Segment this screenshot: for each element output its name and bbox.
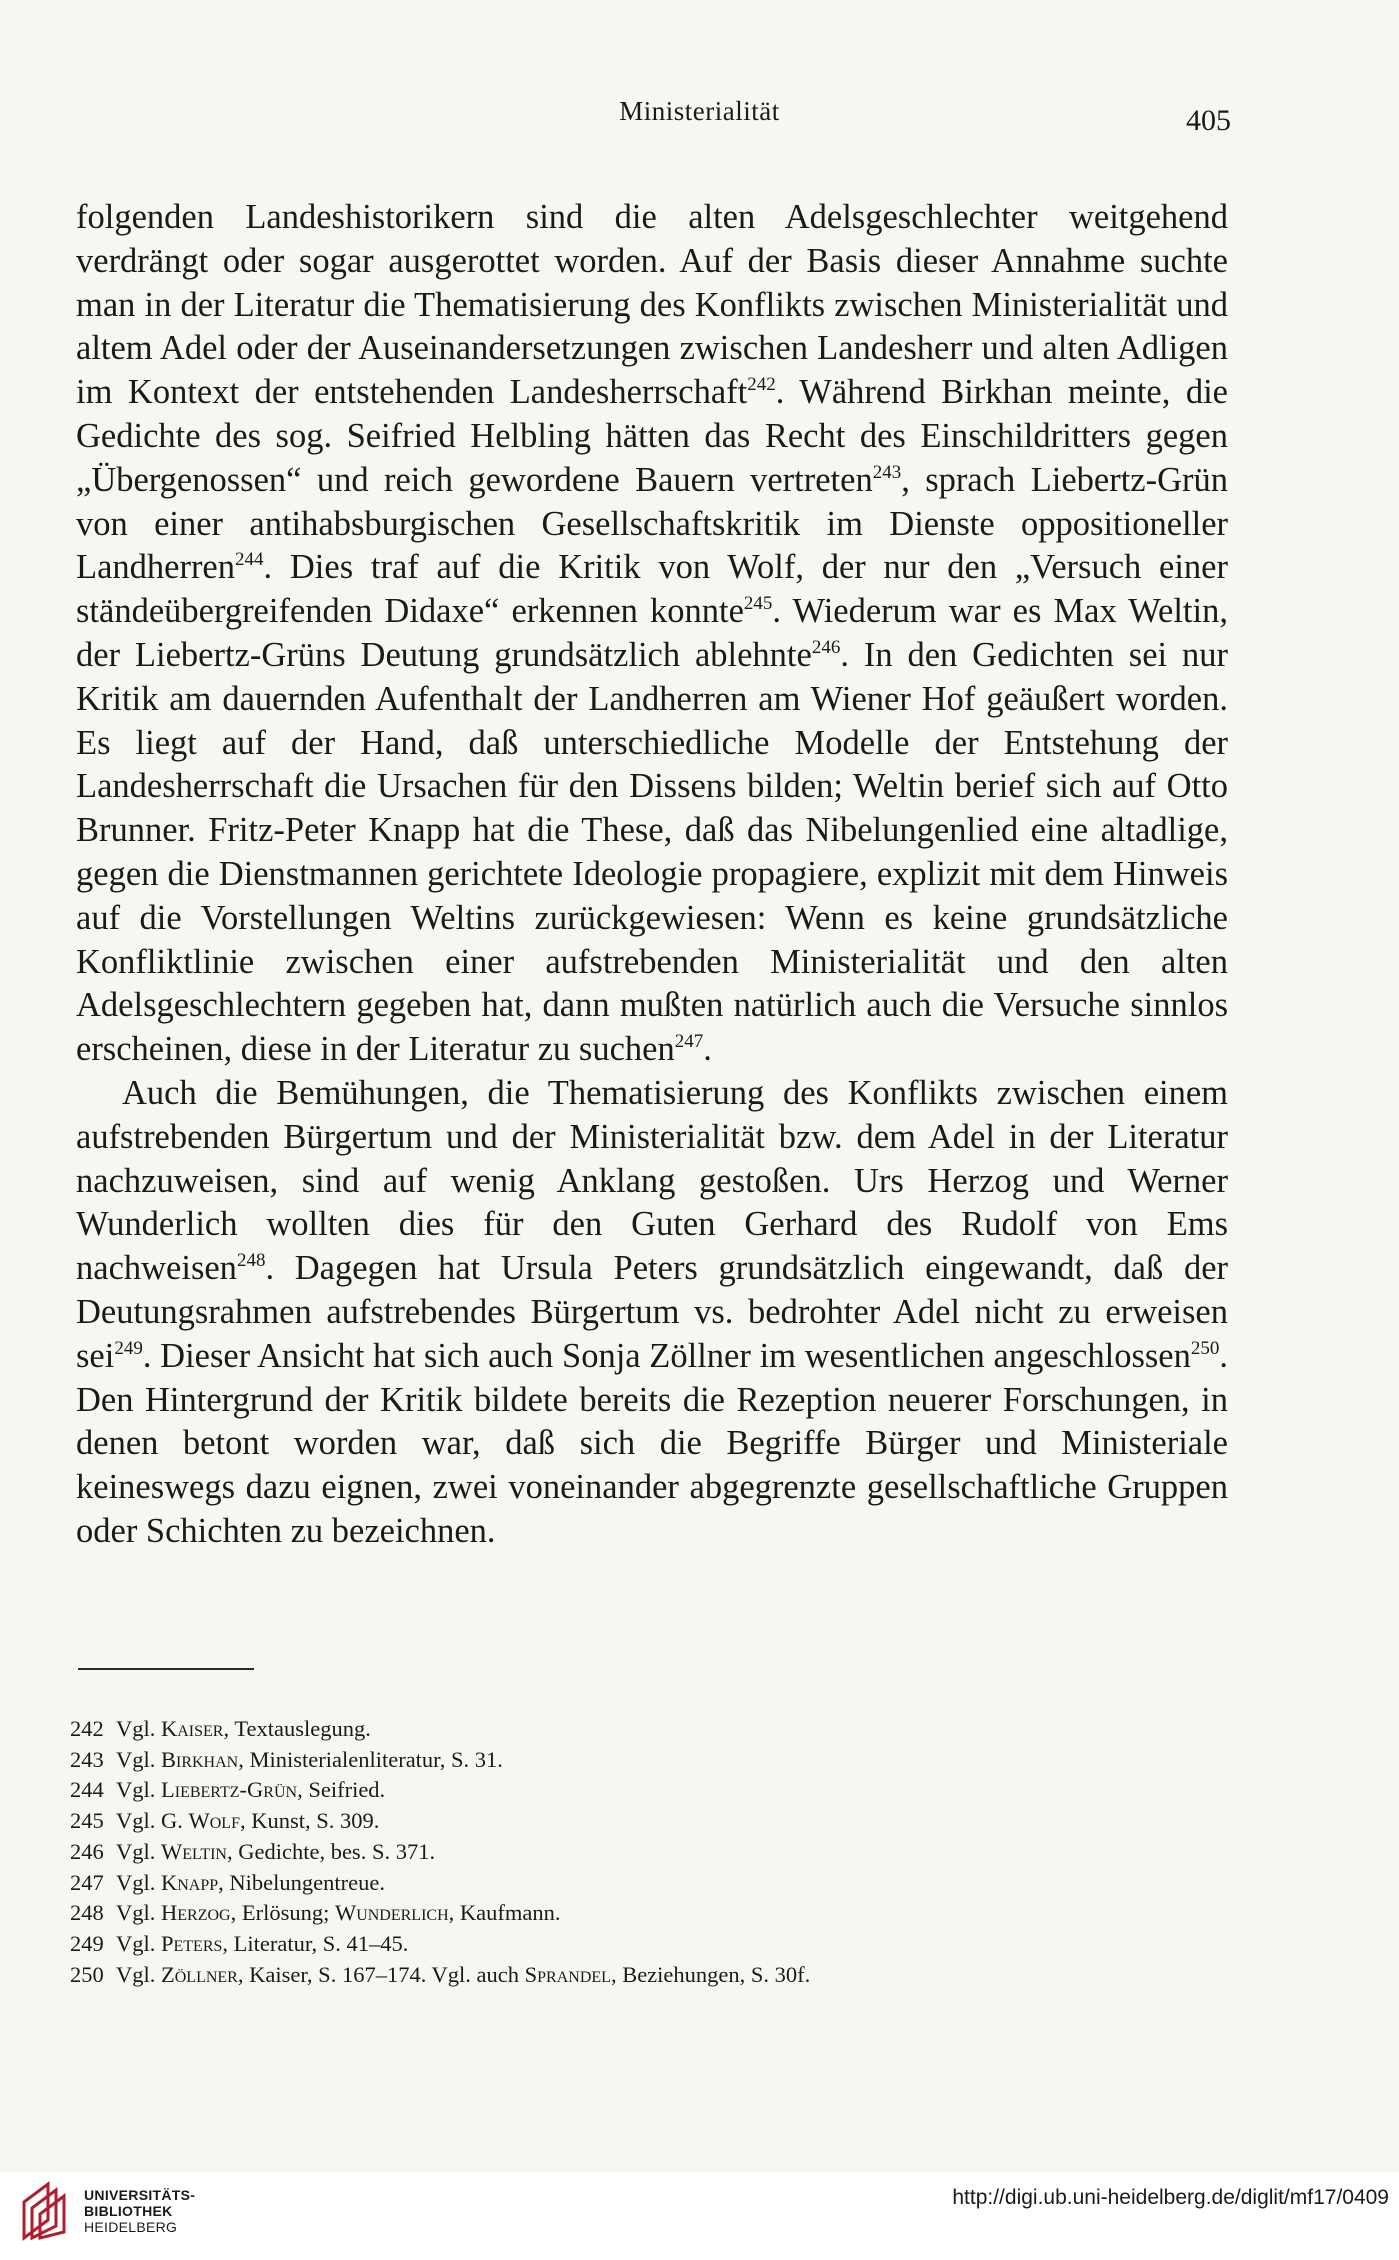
footnote	[70, 1837, 1170, 1868]
footnote-number: 246	[70, 1838, 104, 1864]
footnote-number: 248	[70, 1900, 104, 1926]
author-name: Birkhan	[161, 1746, 239, 1772]
footnote	[70, 1745, 1170, 1776]
footnote	[70, 1929, 1170, 1960]
author-name: Zöllner	[161, 1961, 238, 1987]
footnote	[70, 1868, 1170, 1899]
footnote	[70, 1775, 1170, 1806]
footnote-number: 243	[70, 1746, 104, 1772]
body-text-segment: Auch die Bemühungen, die Thematisierung des Konflikts zwischen einem aufstrebenden Bürgertum und der Ministerialität bzw. dem Adel in der Literatur nachzuweisen, sind auf wenig Anklang gestoßen. Urs Herzog und Werner Wunderlich wollten dies für den Guten Gerhard des Rudolf von Ems nachweisen	[76, 1073, 1228, 1288]
footnote-reference[interactable]: 250	[1190, 1337, 1220, 1359]
body-text-segment: . Dagegen hat Ursula Peters grundsätzlich eingewandt, daß der Deutungsrahmen aufstrebendes Bürgertum vs. bedrohter Adel nicht zu erweisen sei	[76, 1249, 1228, 1375]
footnote-number: 247	[70, 1869, 104, 1895]
footnote-reference[interactable]: 245	[743, 593, 773, 615]
footnote-reference[interactable]: 243	[872, 461, 902, 483]
body-paragraph	[76, 1072, 1228, 1554]
author-name: Sprandel	[524, 1961, 611, 1987]
footnote-text: Vgl.	[116, 1900, 161, 1926]
footnote	[70, 1714, 1170, 1745]
footnote-reference[interactable]: 242	[747, 374, 776, 396]
footnote-reference[interactable]: 244	[235, 549, 264, 571]
footnote-reference[interactable]: 249	[114, 1337, 143, 1359]
footnote-reference[interactable]: 246	[811, 636, 841, 658]
body-paragraph	[76, 196, 1228, 1072]
body-text-segment: folgenden Landeshistorikern sind die alten Adelsgeschlechter weitgehend verdrängt oder sogar ausgerottet worden. Auf der Basis dieser Annahme suchte man in der Literatur die Thematisierung des Konflikts zwischen Ministerialität und altem Adel oder der Auseinandersetzungen zwischen Landesherr und alten Adligen im Kontext der entstehenden Landesherrschaft	[76, 198, 1228, 412]
footnote-text: Vgl.	[116, 1869, 161, 1895]
library-name	[84, 2187, 195, 2235]
footnote-number: 249	[70, 1930, 104, 1956]
source-url-link[interactable]: http://digi.ub.uni-heidelberg.de/diglit/mf17/0409	[952, 2186, 1389, 2209]
body-text-segment: . Dies traf auf die Kritik von Wolf, der nur den „Versuch einer ständeübergreifenden Didaxe“ erkennen konnte	[76, 548, 1228, 631]
author-name: Liebertz-Grün	[161, 1777, 298, 1803]
footnote	[70, 1960, 1170, 1991]
footnote	[70, 1806, 1170, 1837]
footnote-text: , Kaiser, S. 167–174. Vgl. auch	[237, 1961, 525, 1987]
library-name-line: BIBLIOTHEK	[84, 2203, 173, 2219]
author-name: Kaiser	[161, 1716, 224, 1741]
footnote-text: Vgl.	[116, 1777, 161, 1803]
footnote-text: , Kunst, S. 309.	[239, 1808, 380, 1834]
library-logo-icon	[18, 2180, 72, 2242]
footnote	[70, 1898, 1170, 1929]
footnote-divider	[78, 1668, 254, 1670]
body-text	[76, 196, 1228, 1554]
body-text-segment: . Während Birkhan meinte, die Gedichte des sog. Seifried Helbling hätten das Recht des Einschildritters gegen „Übergenossen“ und reich gewordene Bauern vertreten	[76, 373, 1228, 499]
footnote-text: , Erlösung;	[230, 1900, 335, 1926]
footnote-text: , Beziehungen, S. 30f.	[610, 1961, 811, 1987]
footnote-reference[interactable]: 248	[236, 1250, 266, 1272]
footnote-text: , Nibelungentreue.	[218, 1869, 385, 1895]
page-footer	[0, 2172, 1399, 2260]
footnote-number: 242	[70, 1716, 104, 1741]
footnote-text: Vgl.	[116, 1716, 161, 1741]
footnote-text: , Seifried.	[297, 1777, 386, 1803]
author-name: Peters	[161, 1930, 223, 1956]
author-name: Wolf	[188, 1808, 240, 1834]
footnote-text: , Gedichte, bes. S. 371.	[226, 1838, 436, 1864]
footnote-text: , Textauslegung.	[223, 1716, 371, 1741]
footnote-number: 244	[70, 1777, 104, 1803]
library-name-line: HEIDELBERG	[84, 2219, 178, 2235]
footnote-reference[interactable]: 247	[674, 1031, 704, 1053]
body-text-segment: . Wiederum war es Max Weltin, der Liebertz-Grüns Deutung grundsätzlich ablehnte	[76, 592, 1228, 674]
footnote-text: , Literatur, S. 41–45.	[222, 1930, 409, 1956]
page-number: 405	[1186, 104, 1231, 137]
footnote-text: , Kaufmann.	[448, 1900, 561, 1926]
footnote-text: , Ministerialenliteratur, S. 31.	[238, 1746, 503, 1772]
author-name: Weltin	[161, 1838, 227, 1864]
body-text-segment: , sprach Liebertz-Grün von einer antihabsburgischen Gesellschaftskritik im Dienste oppositioneller Landherren	[76, 460, 1229, 587]
library-name-line: UNIVERSITÄTS-	[84, 2187, 196, 2203]
library-logo[interactable]	[18, 2180, 195, 2242]
footnote-text: Vgl. G.	[116, 1808, 189, 1834]
footnote-number: 245	[70, 1808, 104, 1834]
author-name: Wunderlich	[334, 1900, 449, 1926]
footnote-text: Vgl.	[116, 1838, 161, 1864]
footnote-text: Vgl.	[116, 1961, 161, 1987]
footnote-text: Vgl.	[116, 1746, 161, 1772]
body-text-segment: . Dieser Ansicht hat sich auch Sonja Zöllner im wesentlichen angeschlossen	[142, 1336, 1191, 1375]
body-text-segment: .	[703, 1030, 712, 1069]
running-title: Ministerialität	[619, 96, 780, 126]
body-text-segment: . Den Hintergrund der Kritik bildete bereits die Rezeption neuerer Forschungen, in denen betont worden war, daß sich die Begriffe Bürger und Ministeriale keineswegs dazu eignen, zwei voneinander abgegrenzte gesellschaftliche Gruppen oder Schichten zu bezeichnen.	[76, 1336, 1228, 1550]
footnote-number: 250	[70, 1961, 104, 1987]
footnote-text: Vgl.	[116, 1930, 161, 1956]
author-name: Herzog	[161, 1900, 231, 1926]
author-name: Knapp	[161, 1869, 219, 1895]
body-text-segment: . In den Gedichten sei nur Kritik am dauernden Aufenthalt der Landherren am Wiener Hof geäußert worden. Es liegt auf der Hand, daß unterschiedliche Modelle der Entstehung der Landesherrschaft die Ursachen für den Dissens bilden; Weltin berief sich auf Otto Brunner. Fritz-Peter Knapp hat die These, daß das Nibelungenlied eine altadlige, gegen die Dienstmannen gerichtete Ideologie propagiere, explizit mit dem Hinweis auf die Vorstellungen Weltins zurückgewiesen: Wenn es keine grundsätzliche Konfliktlinie zwischen einer aufstrebenden Ministerialität und den alten Adelsgeschlechtern gegeben hat, dann mußten natürlich auch die Versuche sinnlos erscheinen, diese in der Literatur zu suchen	[76, 635, 1228, 1069]
footnotes	[70, 1714, 1170, 1990]
